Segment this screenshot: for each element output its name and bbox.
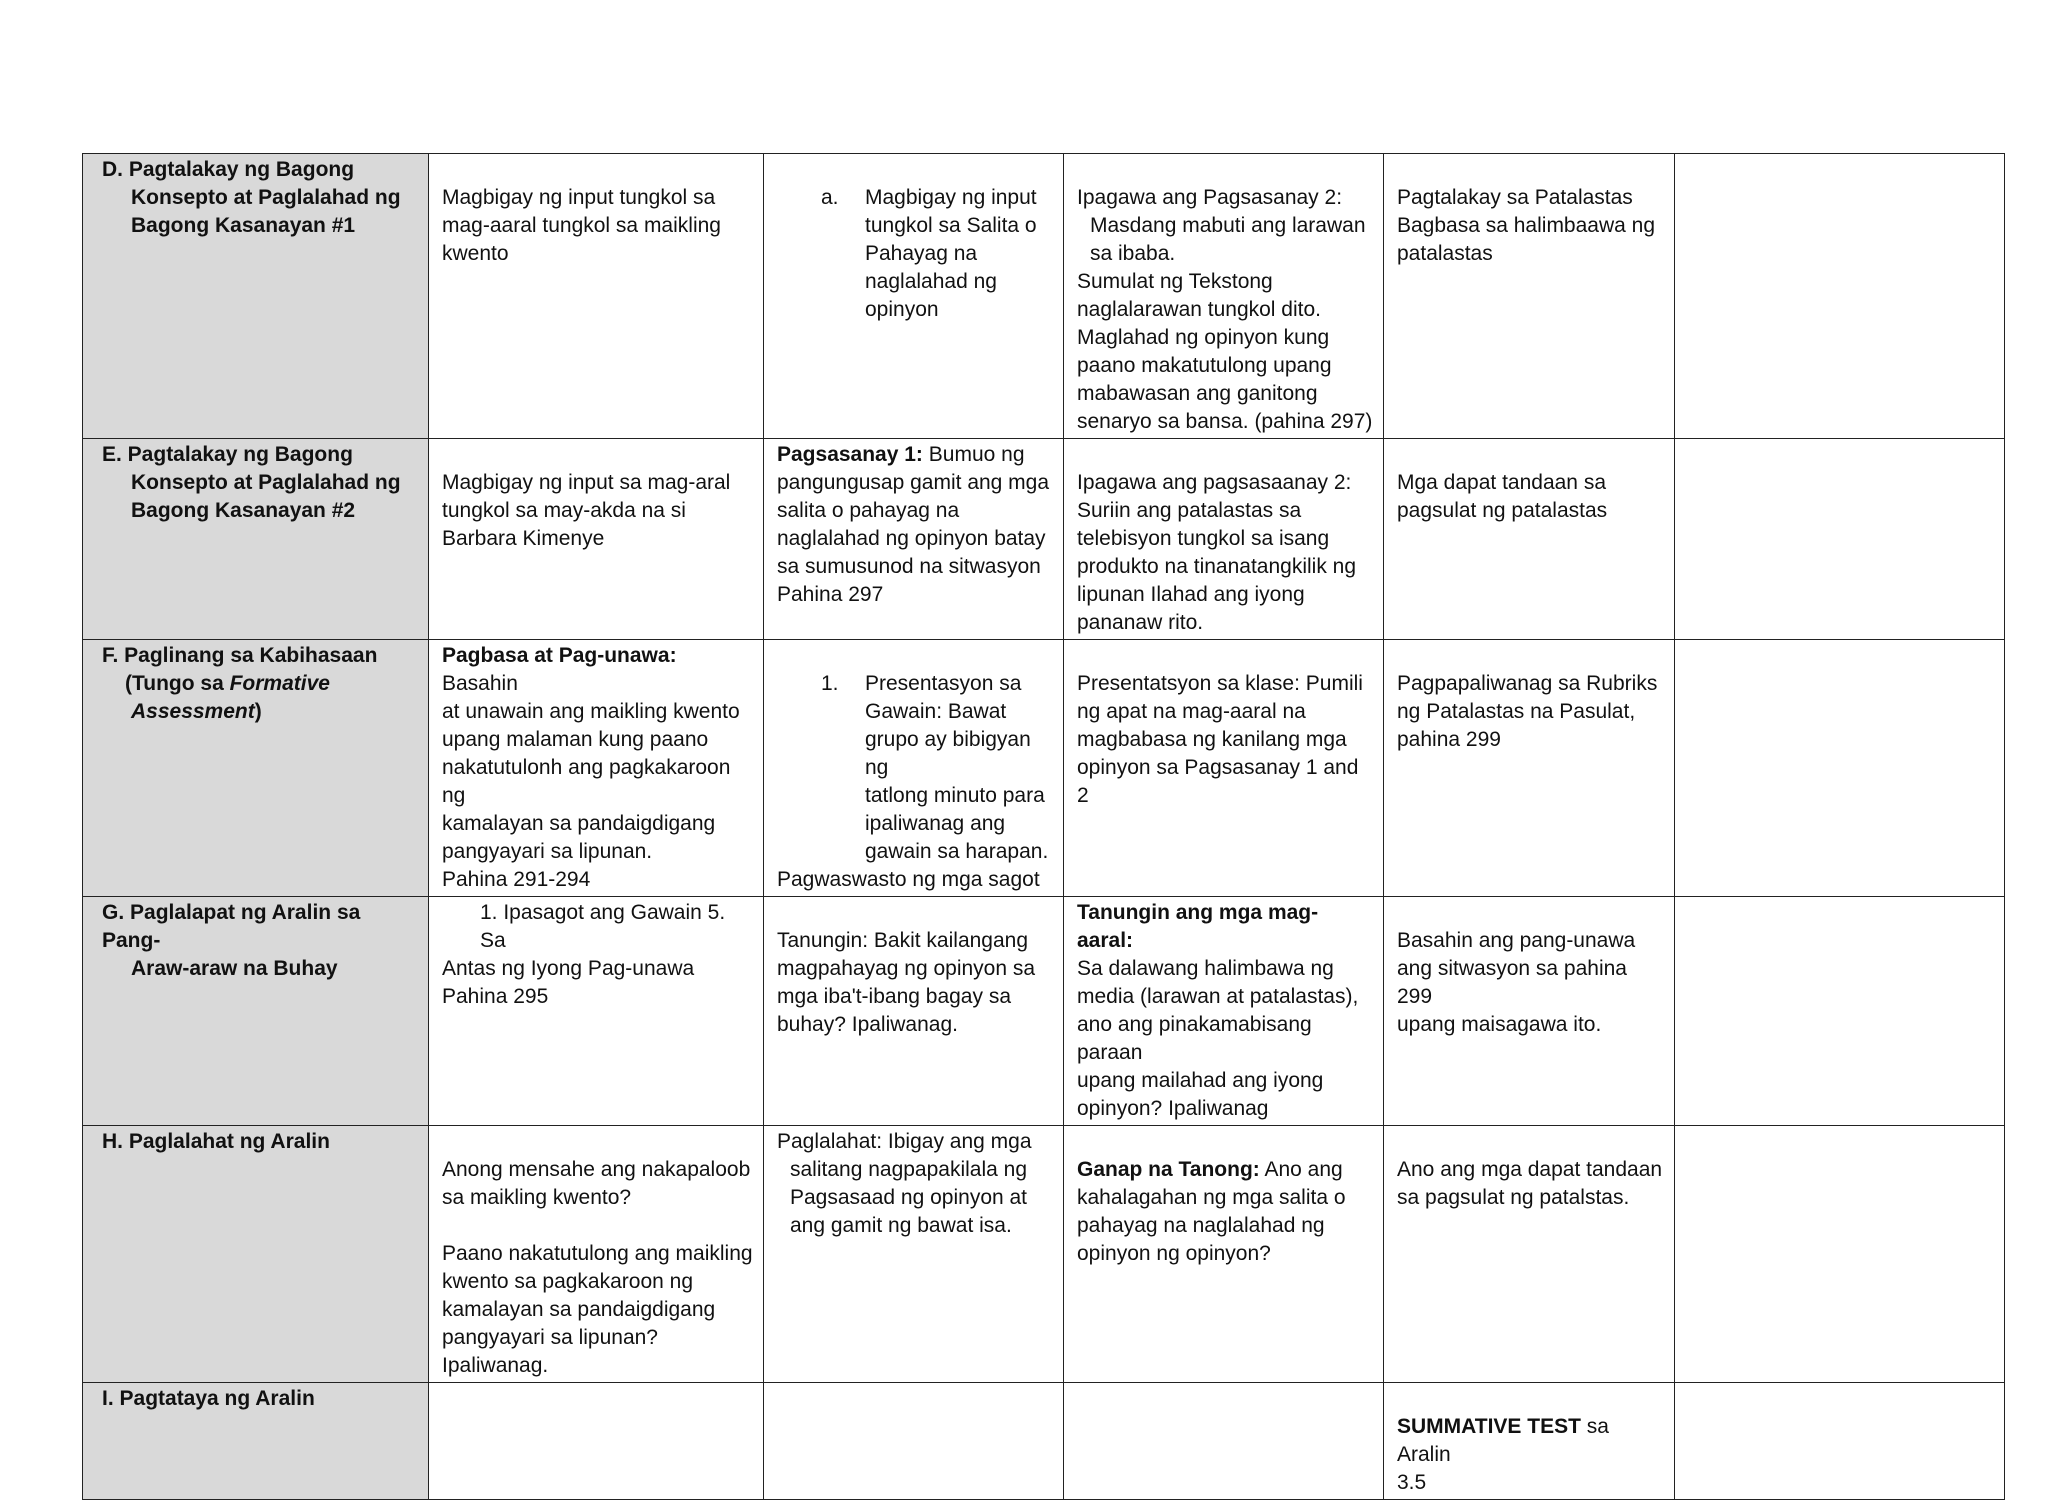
cell <box>764 439 1064 640</box>
cell-text: Ano ang <box>1259 1158 1343 1181</box>
cell-line: opinyon? Ipaliwanag <box>1077 1097 1269 1120</box>
cell <box>764 897 1064 1126</box>
cell-line: at unawain ang maikling kwento <box>442 700 740 723</box>
cell-line: Pagsasaad ng opinyon at <box>790 1186 1028 1209</box>
bold-label: Pagbasa at Pag-unawa: <box>442 644 677 667</box>
row-header-line: Konsepto at Paglalahad ng <box>131 471 401 494</box>
cell <box>429 897 764 1126</box>
list-marker: 1. <box>821 672 839 695</box>
cell-text: Basahin <box>442 672 518 695</box>
cell-line: Paglalahat: Ibigay ang mga <box>777 1130 1032 1153</box>
cell-line: pahayag na naglalahad ng <box>1077 1214 1325 1237</box>
cell-text: Bumuo ng <box>922 443 1025 466</box>
row-header-line: Araw-araw na Buhay <box>131 957 338 980</box>
cell-line: Sa dalawang halimbawa ng <box>1077 957 1334 980</box>
cell <box>429 640 764 897</box>
cell-line: Ipagawa ang pagsasaanay 2: <box>1077 471 1352 494</box>
row-header <box>83 1383 429 1500</box>
cell-line: mabawasan ang ganitong <box>1077 382 1318 405</box>
cell-line: Bagbasa sa halimbaawa ng <box>1397 214 1656 237</box>
lesson-plan-table <box>82 153 2005 1500</box>
cell-line: Ipaliwanag. <box>442 1354 549 1377</box>
cell-line: Mga dapat tandaan sa <box>1397 471 1606 494</box>
cell-line: pangyayari sa lipunan? <box>442 1326 658 1349</box>
row-header <box>83 640 429 897</box>
cell-line: naglalahad ng opinyon batay <box>777 527 1046 550</box>
list-item <box>777 670 1053 866</box>
row-header-line <box>102 698 418 726</box>
cell-line: opinyon ng opinyon? <box>1077 1242 1271 1265</box>
row-header <box>83 154 429 439</box>
cell-line: Ipagawa ang Pagsasanay 2: <box>1077 186 1343 209</box>
cell-line: Magbigay ng input tungkol sa <box>442 186 716 209</box>
cell-line: opinyon <box>865 298 939 321</box>
header-text: ) <box>254 700 262 723</box>
table-row <box>83 154 2005 439</box>
cell <box>429 154 764 439</box>
row-header-line: E. Pagtalakay ng Bagong <box>102 443 353 466</box>
cell <box>1384 439 1675 640</box>
cell <box>1384 640 1675 897</box>
cell-line: media (larawan at patalastas), <box>1077 985 1359 1008</box>
cell-line: sa ibaba. <box>1090 242 1176 265</box>
cell <box>429 439 764 640</box>
cell-line: Pagtalakay sa Patalastas <box>1397 186 1633 209</box>
cell-line: mag-aaral tungkol sa maikling <box>442 214 721 237</box>
cell-line: Pagwaswasto ng mga sagot <box>777 868 1040 891</box>
cell-line: Masdang mabuti ang larawan <box>1090 214 1366 237</box>
cell-line: grupo ay bibigyan ng <box>865 728 1031 779</box>
cell-line: patalastas <box>1397 242 1493 265</box>
row-header-line: H. Paglalahat ng Aralin <box>102 1130 330 1153</box>
bold-label: Pagsasanay 1: <box>777 443 923 466</box>
cell <box>1064 897 1384 1126</box>
list-item: 1. Ipasagot ang Gawain 5. Sa <box>480 901 726 952</box>
cell-line: pagsulat ng patalastas <box>1397 499 1608 522</box>
cell-line: salitang nagpapakilala ng <box>790 1158 1028 1181</box>
header-text: (Tungo sa <box>125 672 230 695</box>
cell-line: Tanungin: Bakit kailangang <box>777 929 1029 952</box>
cell-line: Antas ng Iyong Pag-unawa <box>442 957 695 980</box>
cell-line: Pahina 291-294 <box>442 868 591 891</box>
cell-line <box>777 441 1053 469</box>
cell-line: Ano ang mga dapat tandaan <box>1397 1158 1663 1181</box>
cell-line: magbabasa ng kanilang mga <box>1077 728 1347 751</box>
cell-line: salita o pahayag na <box>777 499 960 522</box>
cell-line: ang sitwasyon sa pahina 299 <box>1397 957 1627 1008</box>
cell <box>764 1126 1064 1383</box>
cell-line: upang malaman kung paano <box>442 728 709 751</box>
cell-line: Paano nakatutulong ang maikling <box>442 1242 753 1265</box>
cell-line: kamalayan sa pandaigdigang <box>442 812 716 835</box>
cell-line: senaryo sa bansa. (pahina 297) <box>1077 410 1373 433</box>
cell <box>764 640 1064 897</box>
cell-line: Pahina 295 <box>442 985 549 1008</box>
cell-line: pangyayari sa lipunan. <box>442 840 653 863</box>
empty-cell <box>1675 897 2005 1126</box>
cell-line: buhay? Ipaliwanag. <box>777 1013 958 1036</box>
bold-label: Tanungin ang mga mag-aaral: <box>1077 901 1319 952</box>
cell-line: Barbara Kimenye <box>442 527 605 550</box>
row-header <box>83 439 429 640</box>
empty-cell <box>1675 1383 2005 1500</box>
cell-line: kwento <box>442 242 509 265</box>
cell-line: Sumulat ng Tekstong <box>1077 270 1273 293</box>
cell-line: lipunan Ilahad ang iyong <box>1077 583 1305 606</box>
cell-line: telebisyon tungkol sa isang <box>1077 527 1330 550</box>
cell-line: pahina 299 <box>1397 728 1501 751</box>
cell-line <box>1397 1413 1664 1469</box>
empty-cell <box>429 1383 764 1500</box>
table-row <box>83 1126 2005 1383</box>
cell-line: gawain sa harapan. <box>865 840 1049 863</box>
table-row <box>83 439 2005 640</box>
table-row <box>83 897 2005 1126</box>
row-header-line: Konsepto at Paglalahad ng <box>131 186 401 209</box>
cell-line: Magbigay ng input <box>865 186 1037 209</box>
cell <box>1384 1383 1675 1500</box>
cell-line: tungkol sa Salita o <box>865 214 1037 237</box>
cell-line: magpahayag ng opinyon sa <box>777 957 1036 980</box>
row-header-line: Bagong Kasanayan #1 <box>131 214 356 237</box>
table-row <box>83 640 2005 897</box>
list-marker: a. <box>821 186 839 209</box>
empty-cell <box>1675 1126 2005 1383</box>
cell-line: produkto na tinanatangkilik ng <box>1077 555 1357 578</box>
empty-cell <box>1675 154 2005 439</box>
lesson-plan-sheet <box>82 153 2004 1500</box>
cell-line: naglalarawan tungkol dito. <box>1077 298 1322 321</box>
cell <box>1064 154 1384 439</box>
cell-line: ano ang pinakamabisang paraan <box>1077 1013 1312 1064</box>
cell-line <box>442 642 753 698</box>
cell-text: sa Aralin <box>1397 1415 1609 1466</box>
cell-line: Presentatsyon sa klase: Pumili <box>1077 672 1363 695</box>
cell-line: upang mailahad ang iyong <box>1077 1069 1324 1092</box>
cell <box>429 1126 764 1383</box>
cell-line: Basahin ang pang-unawa <box>1397 929 1636 952</box>
list-item <box>777 184 1053 324</box>
cell-line: sa maikling kwento? <box>442 1186 632 1209</box>
cell-line: sa pagsulat ng patalstas. <box>1397 1186 1630 1209</box>
cell-line: upang maisagawa ito. <box>1397 1013 1602 1036</box>
empty-cell <box>1675 439 2005 640</box>
cell-line: nakatutulonh ang pagkakaroon ng <box>442 756 731 807</box>
cell <box>1384 154 1675 439</box>
cell-line: kwento sa pagkakaroon ng <box>442 1270 694 1293</box>
header-italic: Formative <box>229 672 330 695</box>
row-header-line: Bagong Kasanayan #2 <box>131 499 356 522</box>
cell-line: kahalagahan ng mga salita o <box>1077 1186 1346 1209</box>
cell-line: paano makatutulong upang <box>1077 354 1332 377</box>
cell-line: sa sumusunod na sitwasyon <box>777 555 1041 578</box>
cell-line: pananaw rito. <box>1077 611 1204 634</box>
cell-line: 3.5 <box>1397 1471 1427 1494</box>
cell-line: tatlong minuto para <box>865 784 1045 807</box>
cell-line: Anong mensahe ang nakapaloob <box>442 1158 751 1181</box>
cell-line: pangungusap gamit ang mga <box>777 471 1050 494</box>
cell-line: Pahayag na <box>865 242 978 265</box>
cell-line: tungkol sa may-akda na si <box>442 499 686 522</box>
cell <box>1064 1126 1384 1383</box>
cell-line: Gawain: Bawat <box>865 700 1007 723</box>
row-header-line: G. Paglalapat ng Aralin sa Pang- <box>102 901 361 952</box>
cell-line <box>1077 1156 1373 1184</box>
cell-line: Presentasyon sa <box>865 672 1022 695</box>
cell-line: mga iba't-ibang bagay sa <box>777 985 1011 1008</box>
empty-cell <box>1675 640 2005 897</box>
cell-line: ng apat na mag-aaral na <box>1077 700 1306 723</box>
empty-cell <box>764 1383 1064 1500</box>
row-header-line <box>102 670 418 698</box>
table-row <box>83 1383 2005 1500</box>
bold-label: Ganap na Tanong: <box>1077 1158 1260 1181</box>
row-header <box>83 1126 429 1383</box>
cell-line: naglalahad ng <box>865 270 997 293</box>
cell-line: Maglahad ng opinyon kung <box>1077 326 1330 349</box>
empty-cell <box>1064 1383 1384 1500</box>
cell-line: Magbigay ng input sa mag-aral <box>442 471 731 494</box>
header-italic: Assessment <box>131 700 255 723</box>
row-header <box>83 897 429 1126</box>
cell-line: ipaliwanag ang <box>865 812 1006 835</box>
cell-line: Pahina 297 <box>777 583 884 606</box>
cell <box>1064 640 1384 897</box>
cell <box>764 154 1064 439</box>
row-header-line: F. Paglinang sa Kabihasaan <box>102 644 378 667</box>
cell-line: ng Patalastas na Pasulat, <box>1397 700 1636 723</box>
bold-label: SUMMATIVE TEST <box>1397 1415 1581 1438</box>
cell <box>1384 897 1675 1126</box>
cell-line: ang gamit ng bawat isa. <box>790 1214 1012 1237</box>
row-header-line: I. Pagtataya ng Aralin <box>102 1387 315 1410</box>
cell <box>1064 439 1384 640</box>
cell-line: opinyon sa Pagsasanay 1 and 2 <box>1077 756 1359 807</box>
cell-line: kamalayan sa pandaigdigang <box>442 1298 716 1321</box>
cell <box>1384 1126 1675 1383</box>
cell-line: Pagpapaliwanag sa Rubriks <box>1397 672 1658 695</box>
cell-line: Suriin ang patalastas sa <box>1077 499 1302 522</box>
row-header-line: D. Pagtalakay ng Bagong <box>102 158 355 181</box>
